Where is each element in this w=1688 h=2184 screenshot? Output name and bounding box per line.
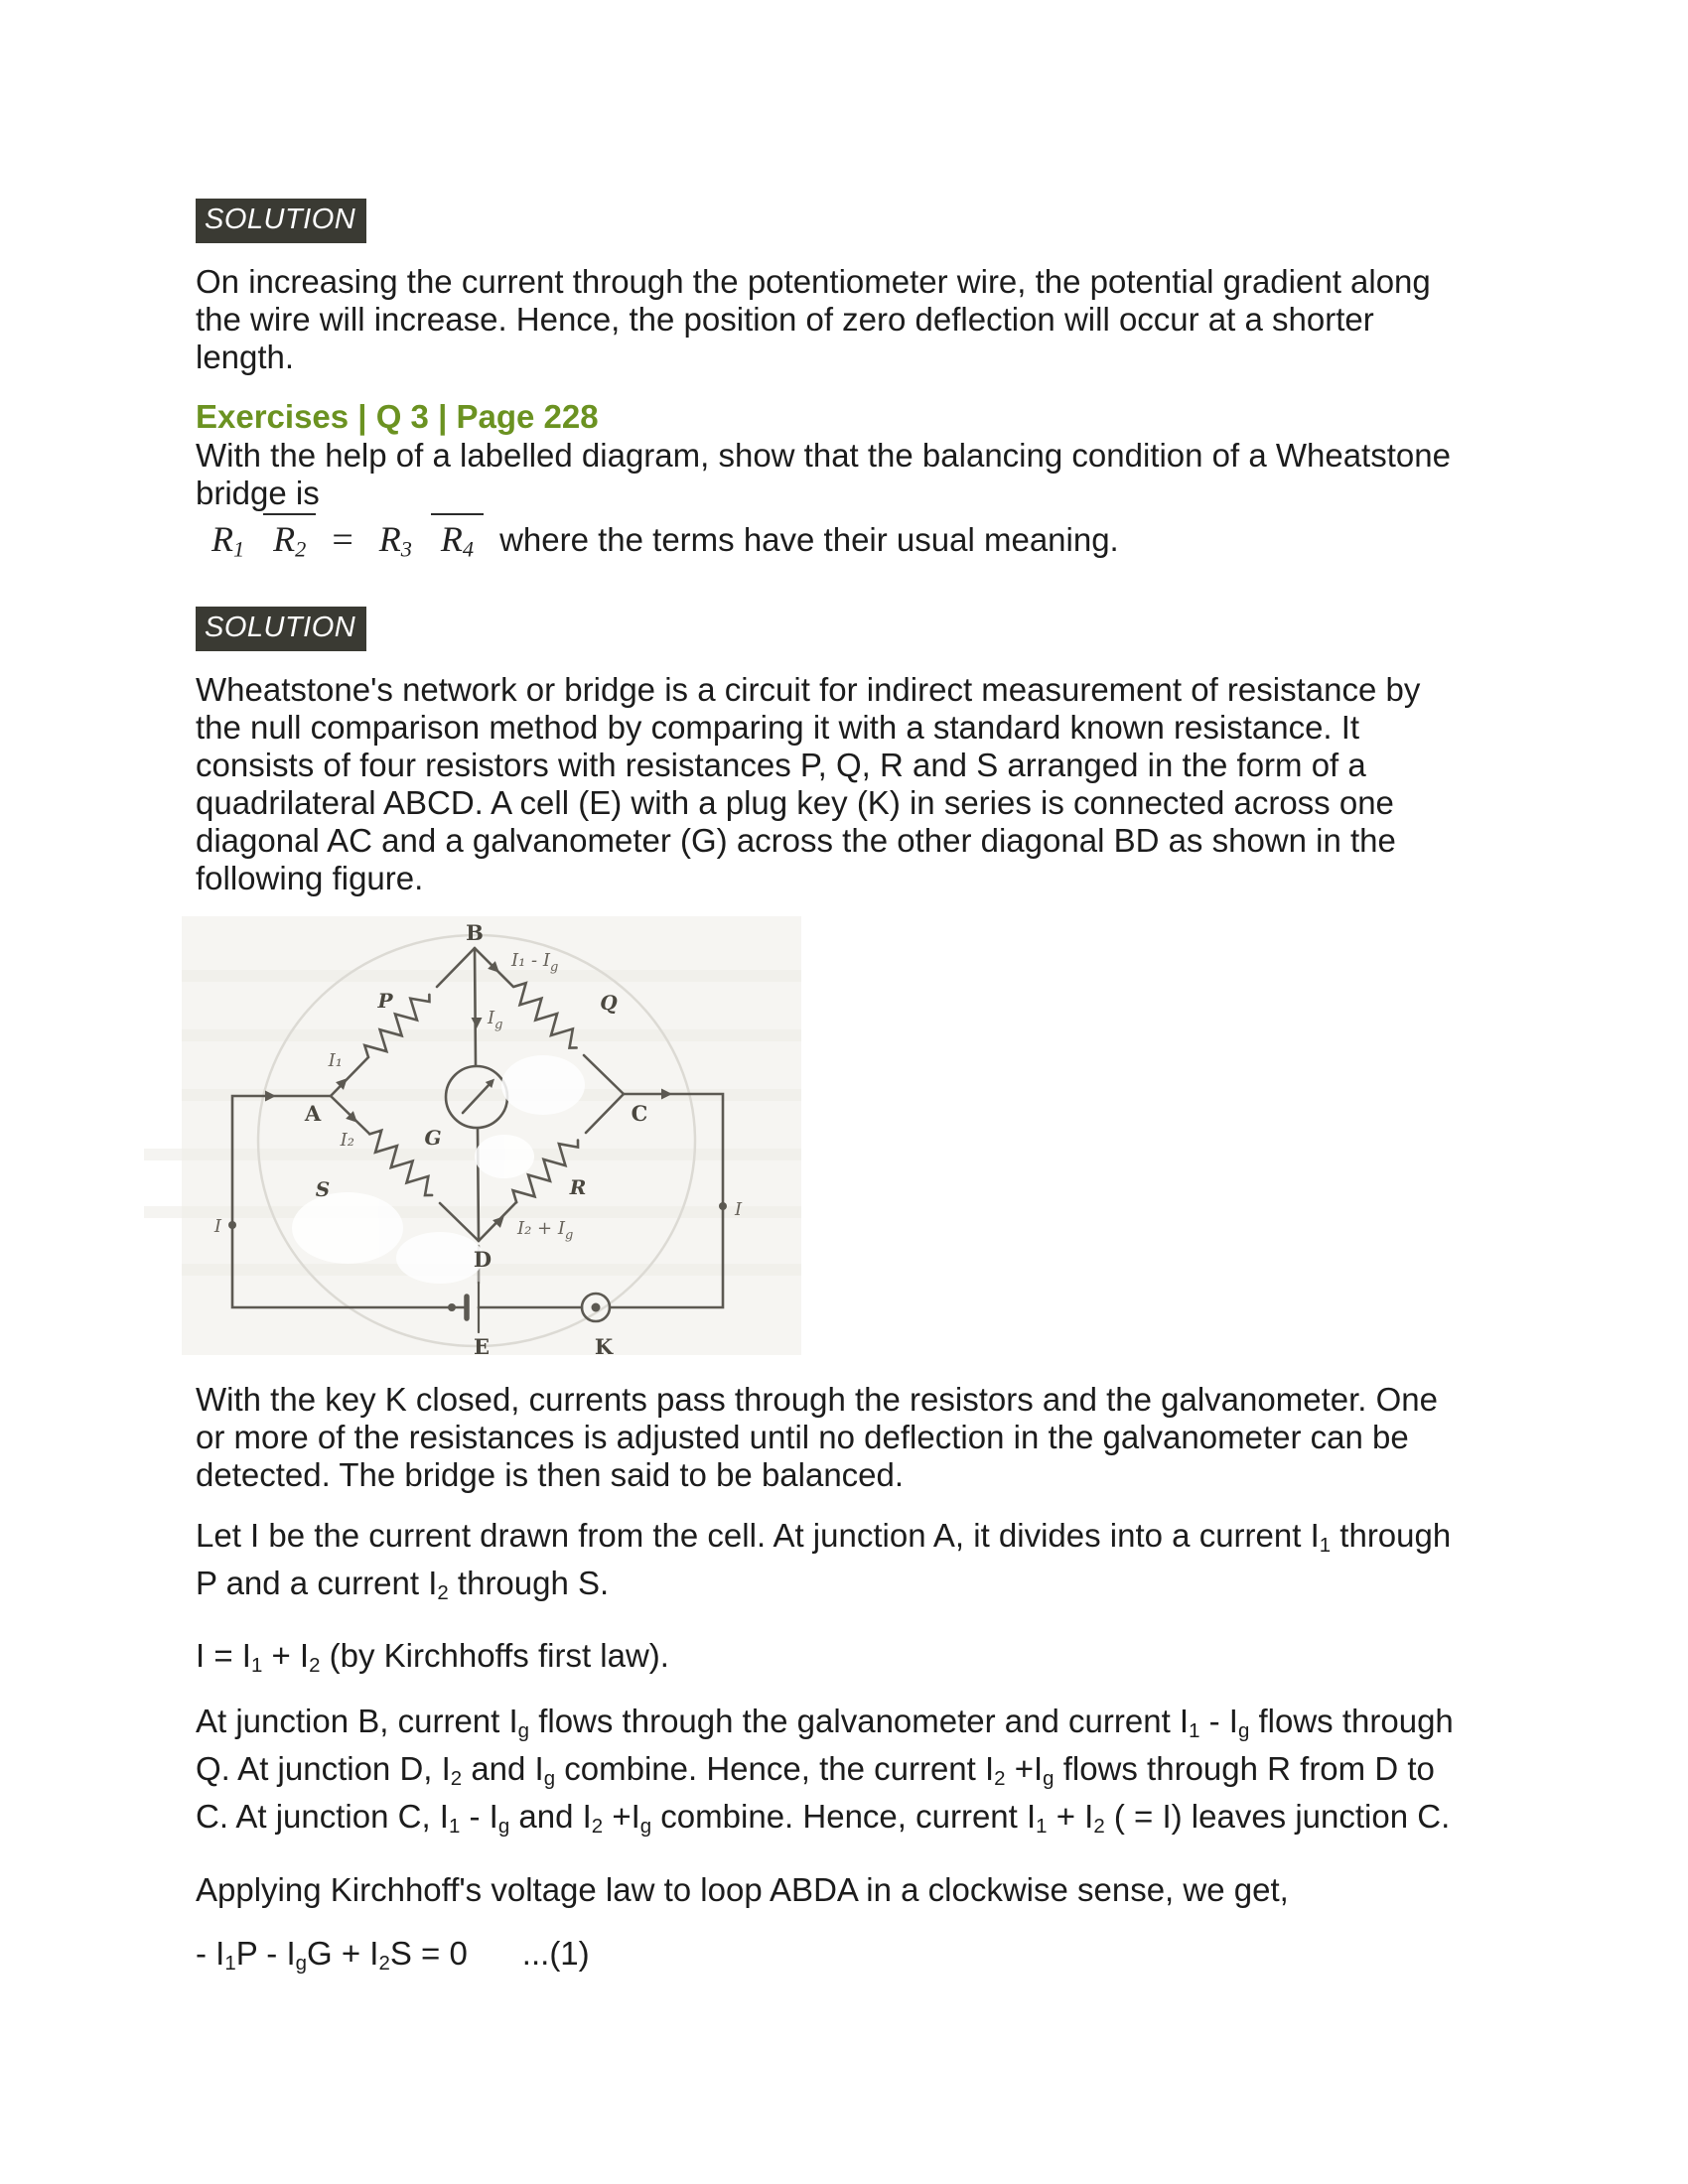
wheatstone-figure [144, 910, 809, 1367]
resistor-label-r: R [569, 1174, 587, 1199]
document-content [196, 199, 1462, 2004]
resistor-label-p: P [377, 988, 393, 1013]
kvl-intro-paragraph: Applying Kirchhoff's voltage law to loop ABDA in a clockwise sense, we get, [196, 1871, 1289, 1909]
equation-1: - I1P - IgG + I2S = 0 ...(1) [196, 1935, 590, 1976]
node-label-k: K [594, 1333, 614, 1359]
exercise-heading: Exercises | Q 3 | Page 228 [196, 398, 599, 435]
current-label-ig: $I_g$ [488, 1007, 503, 1032]
scan-background [144, 916, 801, 1355]
galvanometer-label-g: G [424, 1125, 442, 1150]
fraction-numerator: R3 [378, 519, 412, 562]
solution-badge: SOLUTION [196, 607, 366, 651]
node-label-d: D [473, 1246, 492, 1272]
circuit-diagram [144, 910, 809, 1362]
current-division-paragraph: Let I be the current drawn from the cell. At junction A, it divides into a current I1 through P and a current I2 through S. [196, 1516, 1452, 1604]
junction-analysis-paragraph: At junction B, current Ig flows through the galvanometer and current I1 - Ig flows through Q. At junction D, I2 and Ig combine. Hence, the current I2 +Ig flows through R from D to C. At junction C, I1 - Ig and I2 +Ig combine. Hence, current I1 + I2 ( = I) leaves junction C. [196, 1702, 1454, 1839]
right-wire-dot [719, 1202, 727, 1210]
network-description-paragraph: Wheatstone's network or bridge is a circuit for indirect measurement of resistance by the null comparison method by comparing it with a standard known resistance. It consists of four resistors with resistances P, Q, R and S arranged in the form of a quadrilateral ABCD. A cell (E) with a plug key (K) in series is connected across one diagonal AC and a galvanometer (G) across the other diagonal BD as shown in the following figure. [196, 670, 1421, 896]
solution-badge: SOLUTION [196, 199, 366, 243]
current-label-i-left: I [213, 1215, 221, 1237]
current-label-i2: I₂ [340, 1129, 354, 1151]
question-text: With the help of a labelled diagram, show that the balancing condition of a Wheatstone bridge is [196, 437, 1451, 511]
current-label-i-right: I [735, 1198, 743, 1220]
key-center-dot [592, 1302, 601, 1311]
fraction-numerator: R1 [211, 519, 245, 562]
balance-condition-formula [196, 518, 1462, 563]
first-law-equation: I = I1 + I2 (by Kirchhoffs first law). [196, 1636, 669, 1677]
left-wire-dot [228, 1221, 236, 1229]
fraction-r3-r4 [369, 518, 484, 563]
equals-sign: = [332, 519, 353, 562]
current-label-i1: I₁ [328, 1049, 343, 1071]
formula-caption: where the terms have their usual meaning. [499, 521, 1119, 559]
fraction-r1-r2 [202, 518, 316, 563]
battery-junction-dot [448, 1303, 456, 1311]
node-label-c: C [631, 1100, 648, 1126]
node-label-b: B [466, 919, 484, 945]
key-closed-paragraph: With the key K closed, currents pass through the resistors and the galvanometer. One or more of the resistances is adjusted until no deflection in the galvanometer can be detected. The bridge is then said to be balanced. [196, 1380, 1438, 1493]
node-label-a: A [304, 1100, 322, 1126]
intro-paragraph: On increasing the current through the potentiometer wire, the potential gradient along the wire will increase. Hence, the position of zero deflection will occur at a shorter length. [196, 263, 1431, 375]
fraction-denominator: R2 [263, 513, 316, 559]
node-label-e: E [473, 1333, 491, 1359]
resistor-label-q: Q [600, 990, 618, 1015]
current-label-i2-plus-ig: $I_2 + I_g$ [517, 1217, 574, 1243]
current-label-i1-minus-ig: $I_1 - I_g$ [511, 949, 559, 975]
resistor-label-s: S [315, 1176, 331, 1201]
fraction-denominator: R4 [431, 513, 484, 559]
